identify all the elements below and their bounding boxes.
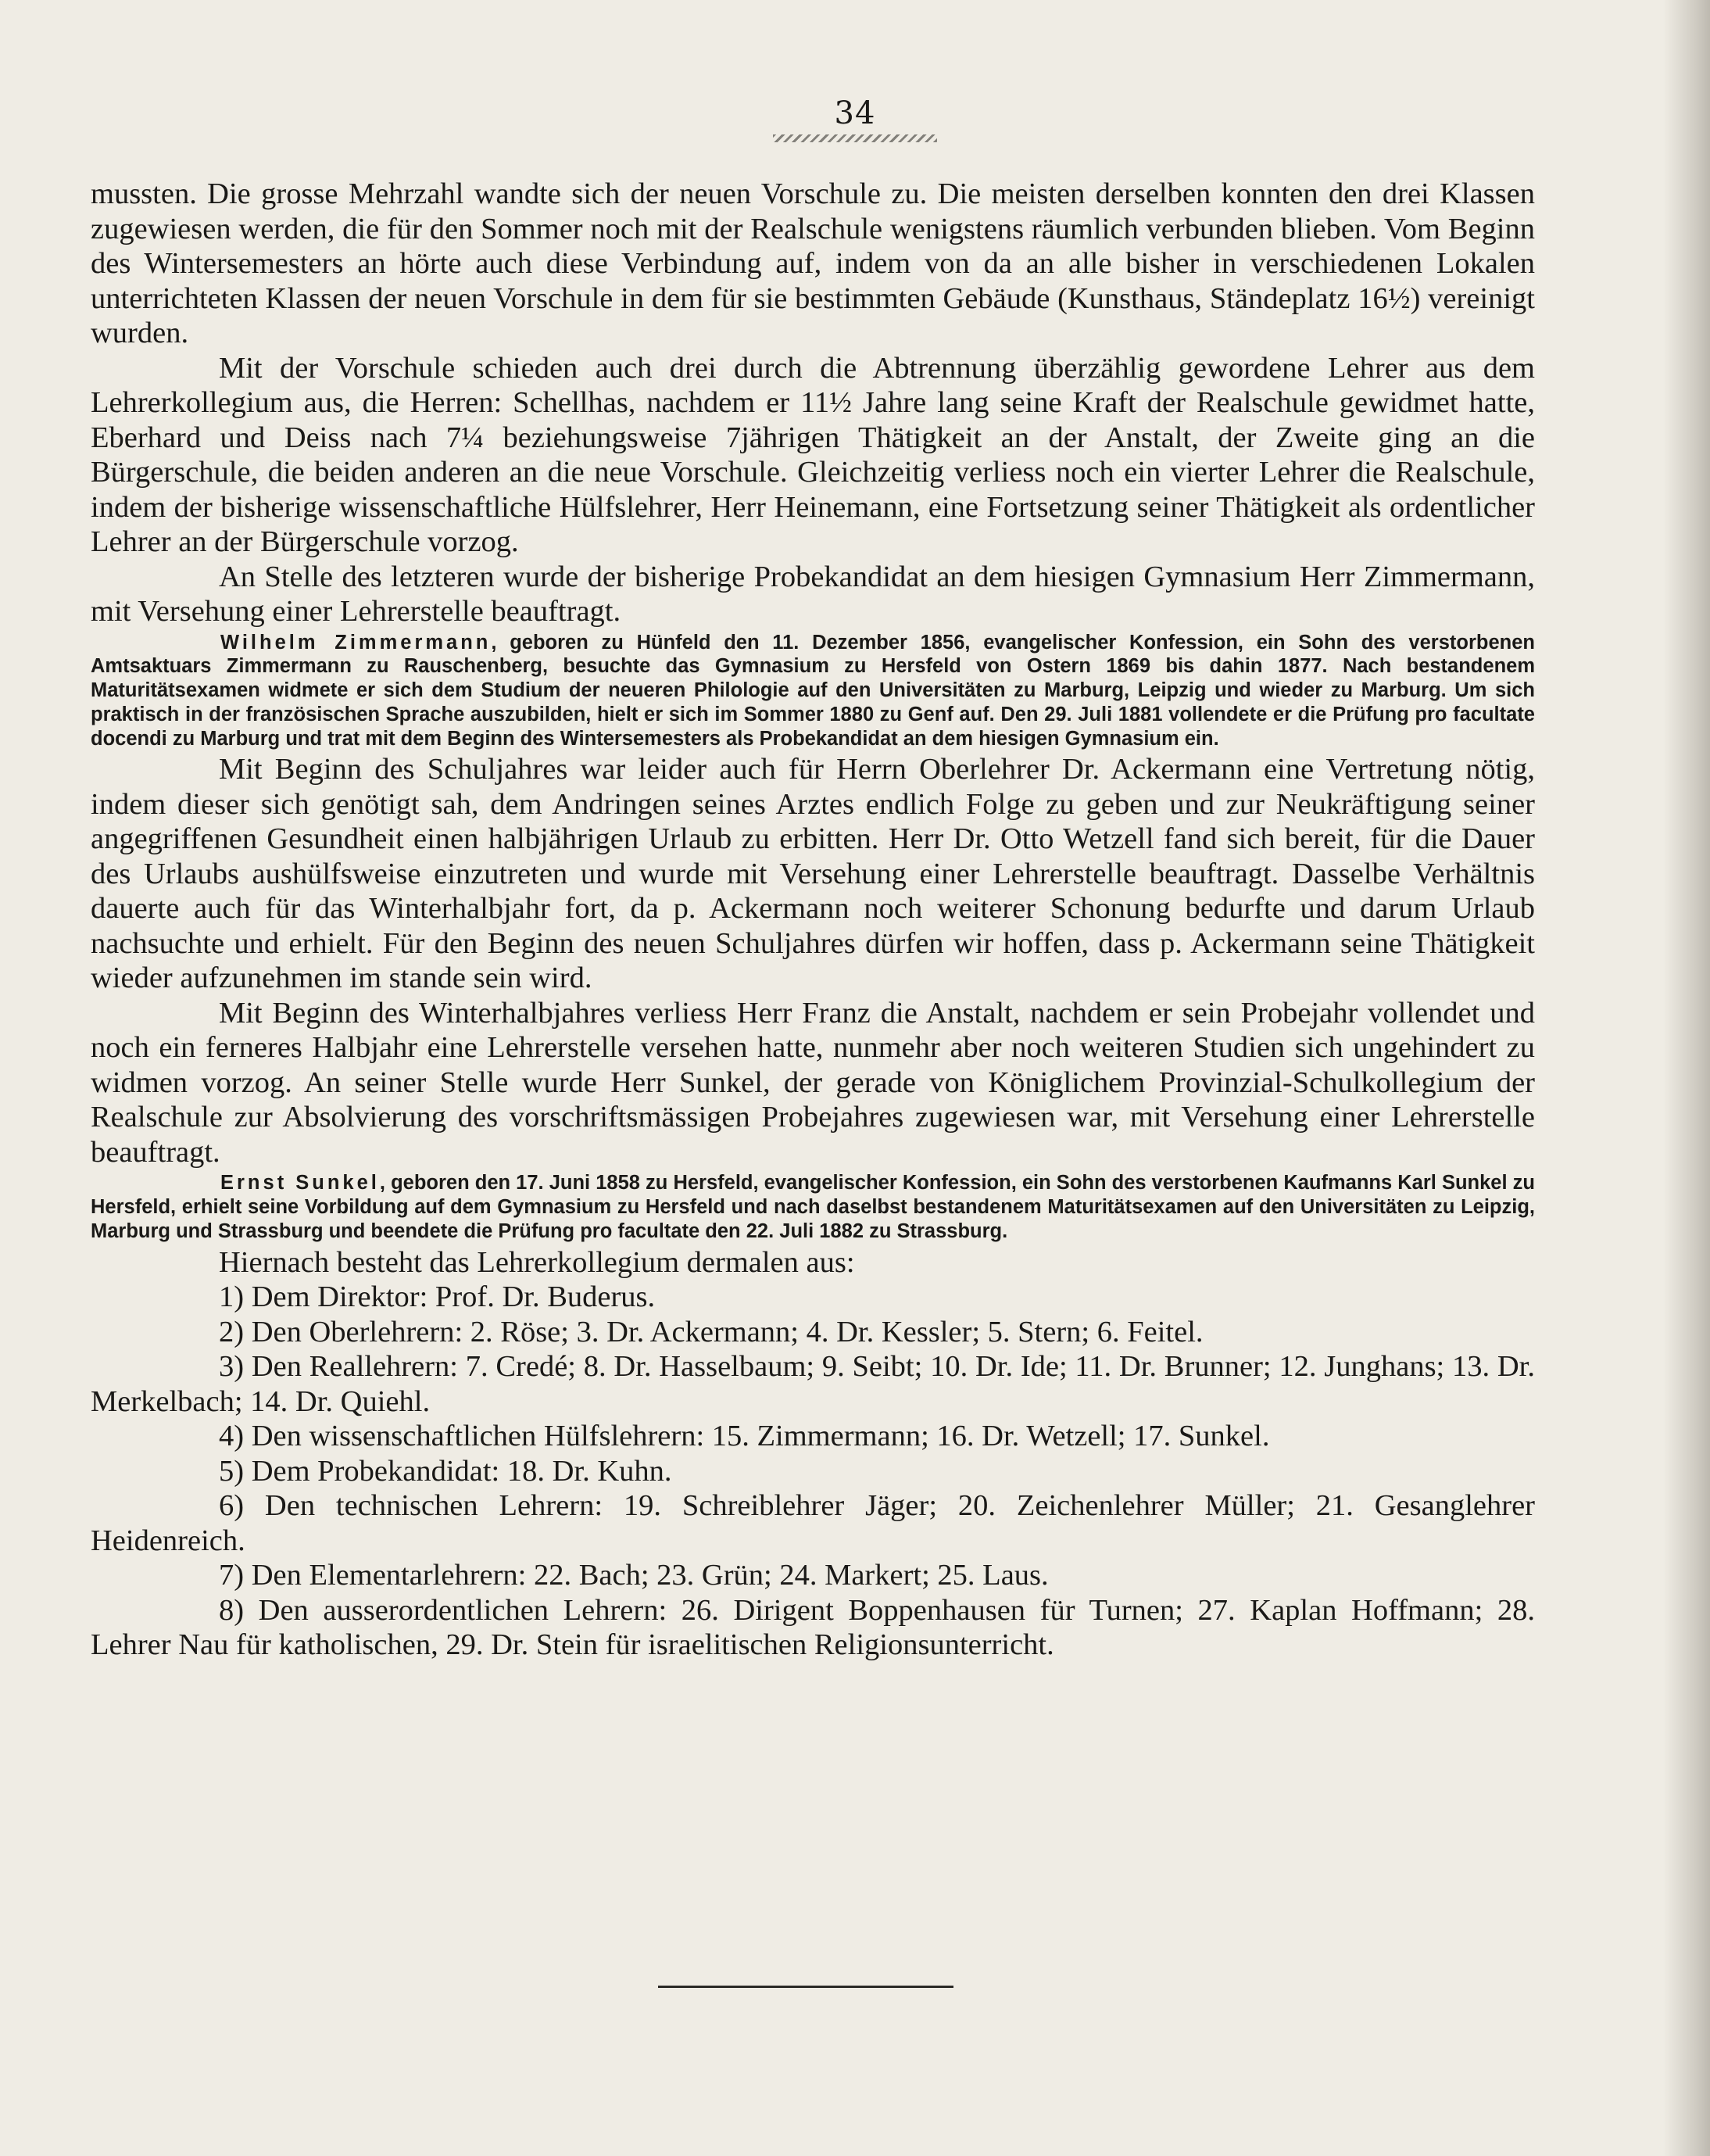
list-item: 8) Den ausserordentlichen Lehrern: 26. Dirigent Boppenhausen für Turnen; 27. Kaplan Hoffmann; 28. Lehrer Nau für katholischen, 29. Dr. Stein für israelitischen Religionsunterricht. <box>91 1593 1535 1662</box>
list-intro: Hiernach besteht das Lehrerkollegium dermalen aus: <box>219 1245 855 1279</box>
paragraph-zimmermann: An Stelle des letzteren wurde der bisherige Probekandidat an dem hiesigen Gymnasium Herr Zimmermann, mit Versehung einer Lehrerstelle beauftragt. <box>91 560 1535 628</box>
note-name: Wilhelm Zimmermann <box>220 631 492 654</box>
paragraph-vorschule: mussten. Die grosse Mehrzahl wandte sich der neuen Vorschule zu. Die meisten derselben konnten den drei Klassen zugewiesen werden, die für den Sommer noch mit der Realschule wenigstens räumlich verbunden blieben. Vom Beginn des Wintersemesters an hörte auch diese Verbindung auf, indem von da an alle bisher in verschiedenen Lokalen unterrichteten Klassen der neuen Vorschule in dem für sie bestimmten Gebäude (Kunsthaus, Ständeplatz 16½) vereinigt wurden. <box>91 177 1535 349</box>
page-number: 34 <box>834 95 876 131</box>
list-item: 2) Den Oberlehrern: 2. Röse; 3. Dr. Ackermann; 4. Dr. Kessler; 5. Stern; 6. Feitel. <box>219 1315 1204 1348</box>
body-text <box>91 177 1535 1663</box>
list-item: 4) Den wissenschaftlichen Hülfslehrern: 15. Zimmermann; 16. Dr. Wetzell; 17. Sunkel. <box>219 1420 1270 1453</box>
closing-rule <box>658 1986 953 1988</box>
page-edge-shadow <box>1663 0 1710 2156</box>
list-item: 5) Dem Probekandidat: 18. Dr. Kuhn. <box>219 1454 672 1488</box>
page-header <box>0 95 1710 142</box>
note-text: , geboren den 17. Juni 1858 zu Hersfeld, evangelischer Konfession, ein Sohn des verstorbenen Kaufmanns Karl Sunkel zu Hersfeld, erhielt seine Vorbildung auf dem Gymnasium zu Hersfeld und nach daselbst bestandenem Maturitätsexamen auf den Universitäten zu Leipzig, Marburg und Strassburg und beendete die Prüfung pro facultate den 22. Juli 1882 zu Strassburg. <box>91 1172 1535 1243</box>
list-item: 1) Dem Direktor: Prof. Dr. Buderus. <box>219 1280 656 1314</box>
note-text: , geboren zu Hünfeld den 11. Dezember 1856, evangelischer Konfession, ein Sohn des verstorbenen Amtsaktuars Zimmermann zu Rauschenberg, besuchte das Gymnasium zu Hersfeld von Ostern 1869 bis dahin 1877. Nach bestandenem Maturitätsexamen widmete er sich dem Studium der neueren Philologie auf den Universitäten zu Marburg, Leipzig und wieder zu Marburg. Um sich praktisch in der französischen Sprache auszubilden, hielt er sich im Sommer 1880 zu Genf auf. Den 29. Juli 1881 vollendete er die Prüfung pro facultate docendi zu Marburg und trat mit dem Beginn des Wintersemesters als Probekandidat an dem hiesigen Gymnasium ein. <box>91 631 1535 750</box>
paragraph-ackermann: Mit Beginn des Schuljahres war leider auch für Herrn Oberlehrer Dr. Ackermann eine Vertretung nötig, indem dieser sich genötigt sah, dem Andringen seines Arztes endlich Folge zu geben und zur Neukräftigung seiner angegriffenen Gesundheit einen halbjährigen Urlaub zu erbitten. Herr Dr. Otto Wetzell fand sich bereit, für die Dauer des Urlaubs aushülfsweise einzutreten und wurde mit Versehung einer Lehrerstelle beauftragt. Dasselbe Verhältnis dauerte auch für das Winterhalbjahr fort, da p. Ackermann noch weiterer Schonung bedurfte und darum Urlaub nachsuchte und erhielt. Für den Beginn des neuen Schuljahres dürfen wir hoffen, dass p. Ackermann seine Thätigkeit wieder aufzunehmen im stande sein wird. <box>91 753 1535 995</box>
biography-note-zimmermann <box>91 631 1535 751</box>
list-item: 3) Den Reallehrern: 7. Credé; 8. Dr. Hasselbaum; 9. Seibt; 10. Dr. Ide; 11. Dr. Brunner; 12. Junghans; 13. Dr. Merkelbach; 14. Dr. Quiehl. <box>91 1350 1535 1418</box>
list-item: 7) Den Elementarlehrern: 22. Bach; 23. Grün; 24. Markert; 25. Laus. <box>219 1559 1049 1592</box>
note-name: Ernst Sunkel <box>220 1172 380 1194</box>
paragraph-lehrer-abgang: Mit der Vorschule schieden auch drei durch die Abtrennung überzählig gewordene Lehrer aus dem Lehrerkollegium aus, die Herren: Schellhas, nachdem er 11½ Jahre lang seine Kraft der Realschule gewidmet hatte, Eberhard und Deiss nach 7¼ beziehungsweise 7jährigen Thätigkeit an der Anstalt, der Zweite ging an die Bürgerschule, die beiden anderen an die neue Vorschule. Gleichzeitig verliess noch ein vierter Lehrer die Realschule, indem der bisherige wissenschaftliche Hülfslehrer, Herr Heinemann, eine Fortsetzung seiner Thätigkeit als ordentlicher Lehrer an der Bürgerschule vorzog. <box>91 351 1535 558</box>
list-item: 6) Den technischen Lehrern: 19. Schreiblehrer Jäger; 20. Zeichenlehrer Müller; 21. Gesanglehrer Heidenreich. <box>91 1489 1535 1557</box>
paragraph-franz-sunkel: Mit Beginn des Winterhalbjahres verliess Herr Franz die Anstalt, nachdem er sein Probejahr vollendet und noch ein ferneres Halbjahr eine Lehrerstelle versehen hatte, nunmehr aber noch weiteren Studien sich ungehindert zu widmen vorzog. An seiner Stelle wurde Herr Sunkel, der gerade von Königlichem Provinzial-Schulkollegium der Realschule zur Absolvierung des vorschriftsmässigen Probejahres zugewiesen war, mit Versehung einer Lehrerstelle beauftragt. <box>91 996 1535 1169</box>
header-ornament <box>773 134 937 142</box>
biography-note-sunkel <box>91 1171 1535 1243</box>
